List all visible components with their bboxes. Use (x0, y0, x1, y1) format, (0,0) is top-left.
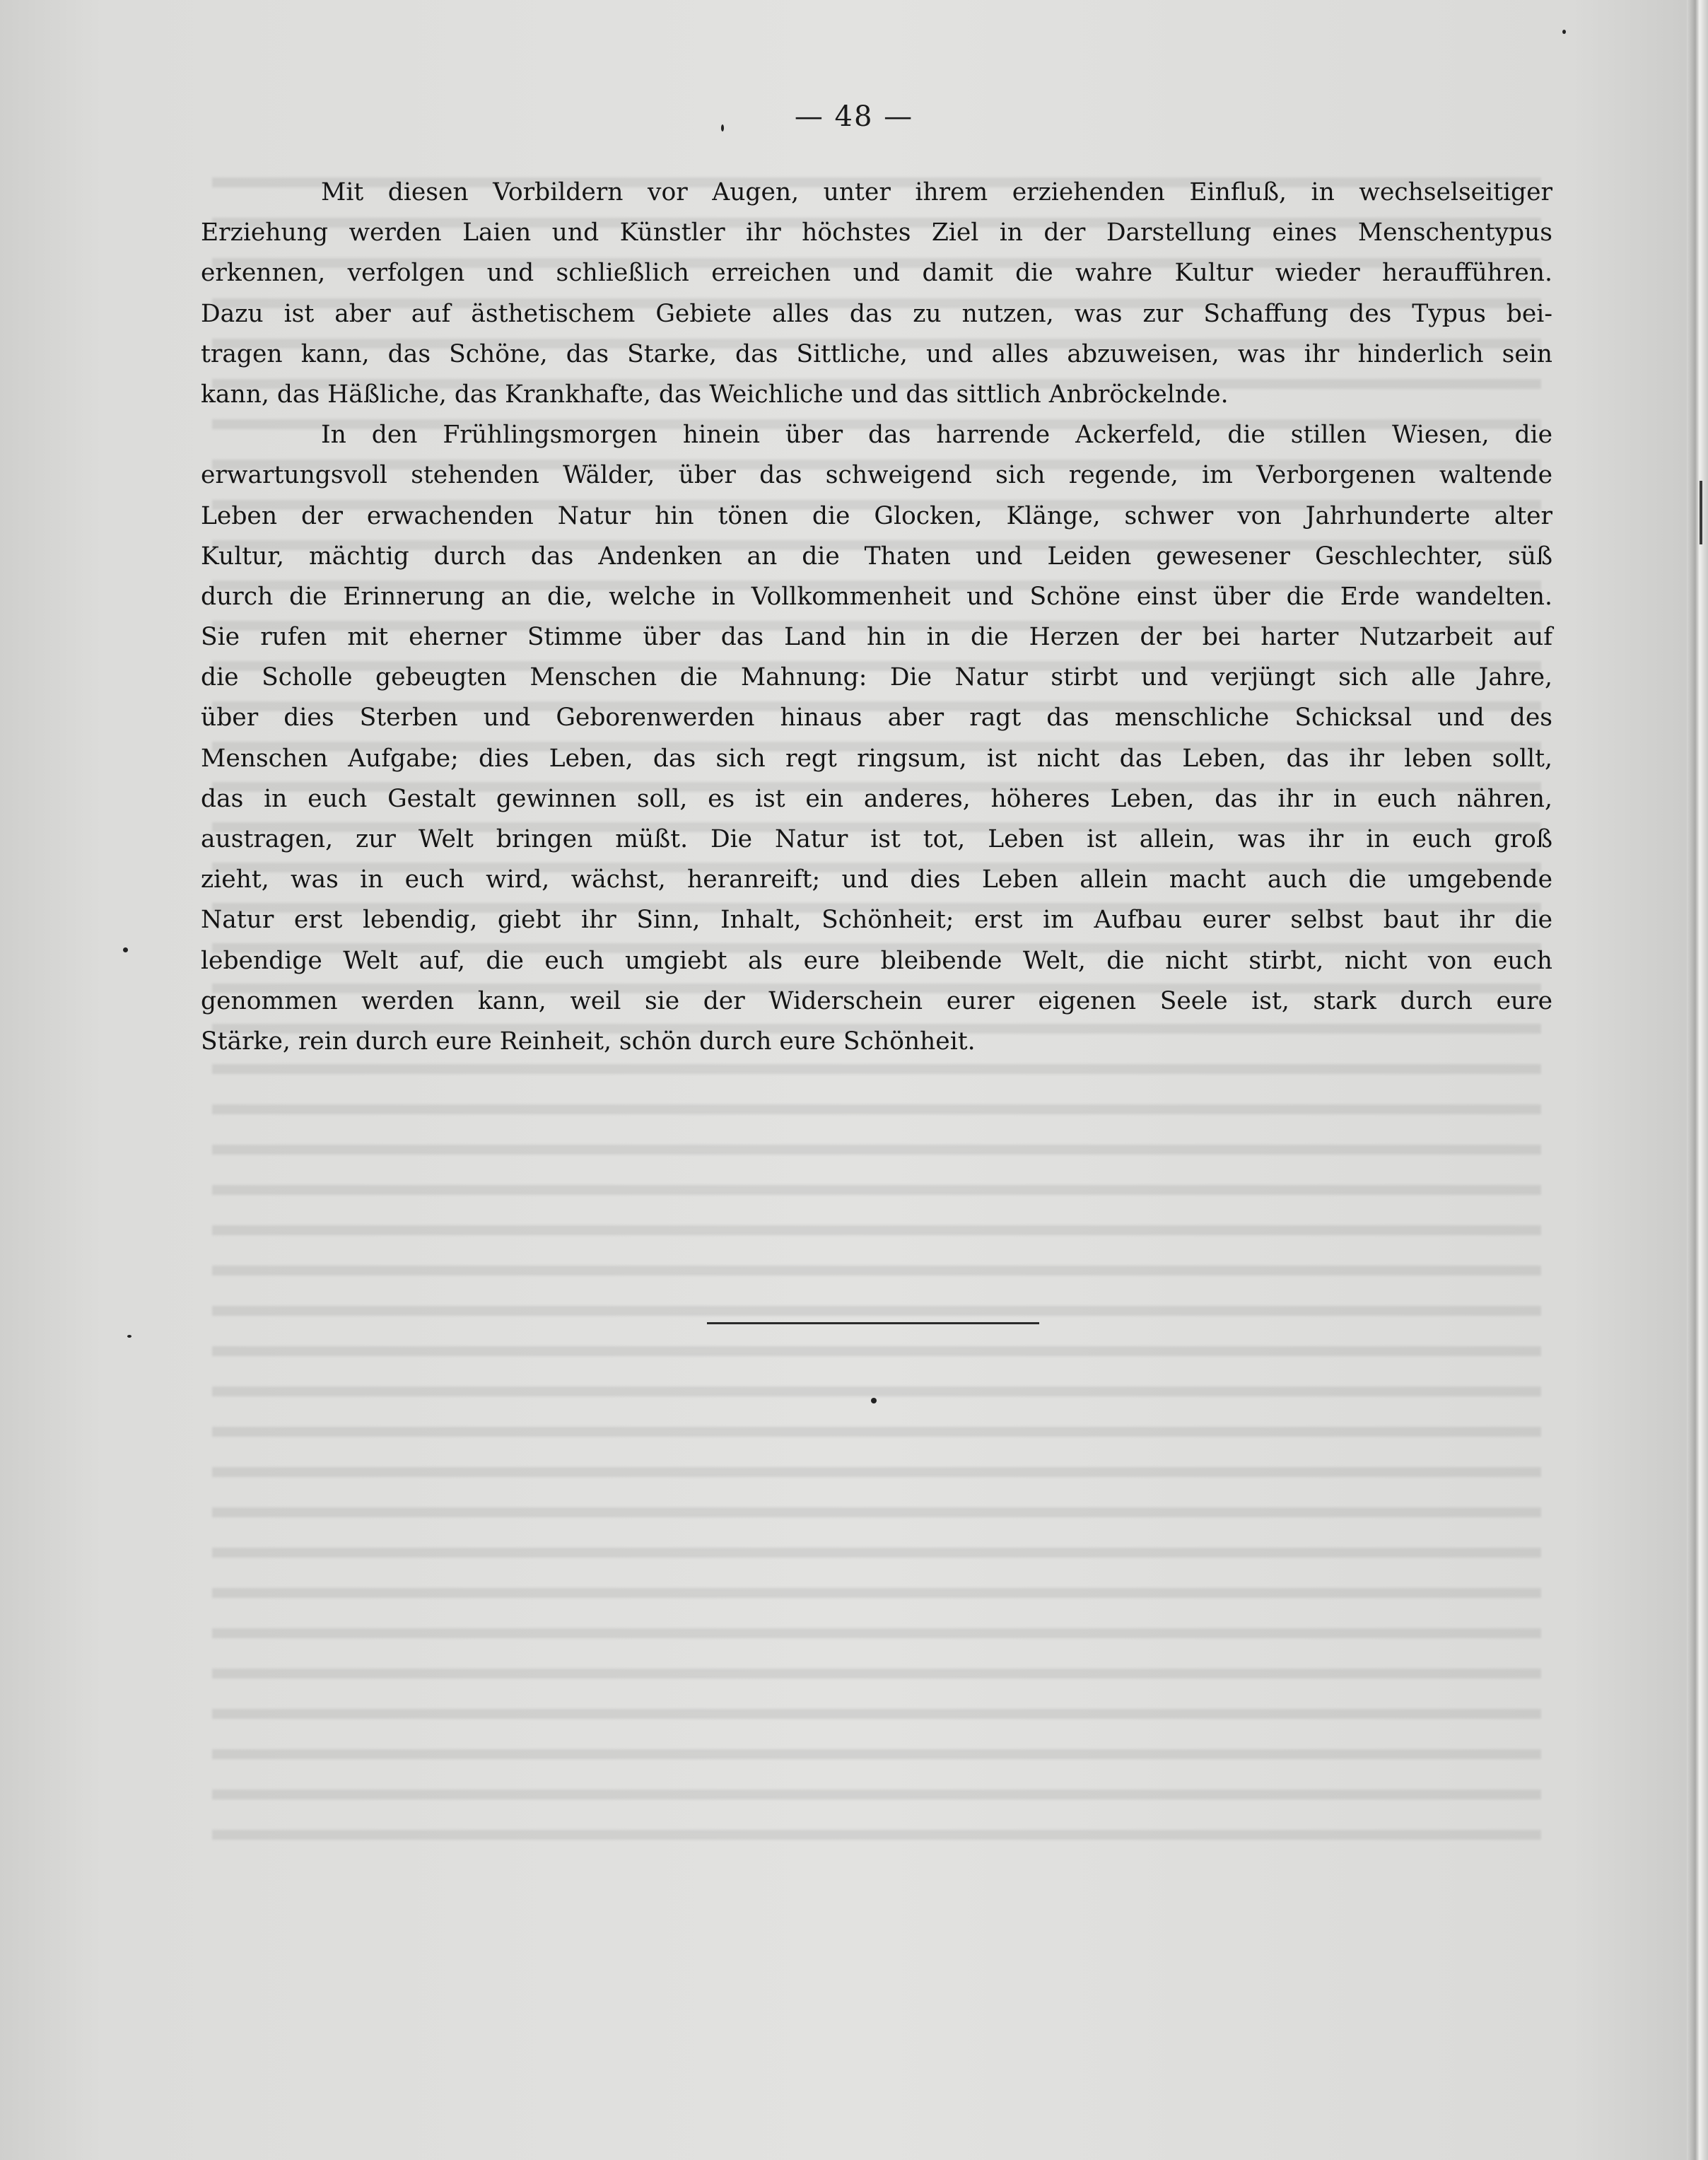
text-line: Dazu ist aber auf ästhetischem Gebiete alles das zu nutzen, was zur Schaffung des Typus bei- (201, 299, 1552, 328)
text-line: zieht, was in euch wird, wächst, heranreift; und dies Leben allein macht auch die umgebende (201, 865, 1552, 894)
text-line: das in euch Gestalt gewinnen soll, es ist ein anderes, höheres Leben, das ihr in euch nähren, (201, 784, 1552, 813)
edge-mark (1700, 481, 1702, 544)
text-line: über dies Sterben und Geborenwerden hinaus aber ragt das menschliche Schicksal und des (201, 704, 1552, 732)
section-rule (707, 1322, 1039, 1324)
page-number: — 48 — (794, 100, 914, 133)
text-line: tragen kann, das Schöne, das Starke, das Sittliche, und alles abzuweisen, was ihr hinderlich sein (201, 339, 1552, 368)
text-line: In den Frühlingsmorgen hinein über das harrende Ackerfeld, die stillen Wiesen, die (321, 421, 1552, 450)
page-edge (1687, 0, 1708, 2160)
text-line: Natur erst lebendig, giebt ihr Sinn, Inhalt, Schönheit; erst im Aufbau eurer selbst baut ihr die (201, 906, 1552, 935)
speck (1562, 30, 1566, 34)
text-line: erwartungsvoll stehenden Wälder, über das schweigend sich regende, im Verborgenen waltende (201, 461, 1552, 490)
text-line: Stärke, rein durch eure Reinheit, schön durch eure Schönheit. (201, 1027, 976, 1056)
text-line: Menschen Aufgabe; dies Leben, das sich regt ringsum, ist nicht das Leben, das ihr leben sollt, (201, 744, 1552, 773)
text-line: Mit diesen Vorbildern vor Augen, unter ihrem erziehenden Einfluß, in wechselseitiger (321, 178, 1552, 206)
text-line: die Scholle gebeugten Menschen die Mahnung: Die Natur stirbt und verjüngt sich alle Jahre, (201, 663, 1552, 692)
text-line: austragen, zur Welt bringen müßt. Die Natur ist tot, Leben ist allein, was ihr in euch groß (201, 825, 1552, 853)
speck (127, 1335, 131, 1338)
text-line: genommen werden kann, weil sie der Widerschein eurer eigenen Seele ist, stark durch eure (201, 986, 1552, 1015)
body-text (201, 173, 1552, 1062)
text-line: Leben der erwachenden Natur hin tönen die Glocken, Klänge, schwer von Jahrhunderte alter (201, 501, 1552, 530)
text-line: durch die Erinnerung an die, welche in Vollkommenheit und Schöne einst über die Erde wandelten. (201, 582, 1552, 611)
speck (871, 1398, 877, 1403)
text-line: erkennen, verfolgen und schließlich erreichen und damit die wahre Kultur wieder heraufführen. (201, 259, 1552, 288)
text-line: Kultur, mächtig durch das Andenken an die Thaten und Leiden gewesener Geschlechter, süß (201, 542, 1552, 571)
text-line: kann, das Häßliche, das Krankhafte, das Weichliche und das sittlich Anbröckelnde. (201, 380, 1229, 409)
text-line: Sie rufen mit eherner Stimme über das Land hin in die Herzen der bei harter Nutzarbeit auf (201, 623, 1552, 652)
text-line: Erziehung werden Laien und Künstler ihr höchstes Ziel in der Darstellung eines Menschentypus (201, 218, 1552, 247)
paragraph (201, 415, 1552, 1062)
text-line: lebendige Welt auf, die euch umgiebt als eure bleibende Welt, die nicht stirbt, nicht von euch (201, 946, 1552, 975)
paragraph (201, 173, 1552, 415)
speck (123, 947, 128, 952)
